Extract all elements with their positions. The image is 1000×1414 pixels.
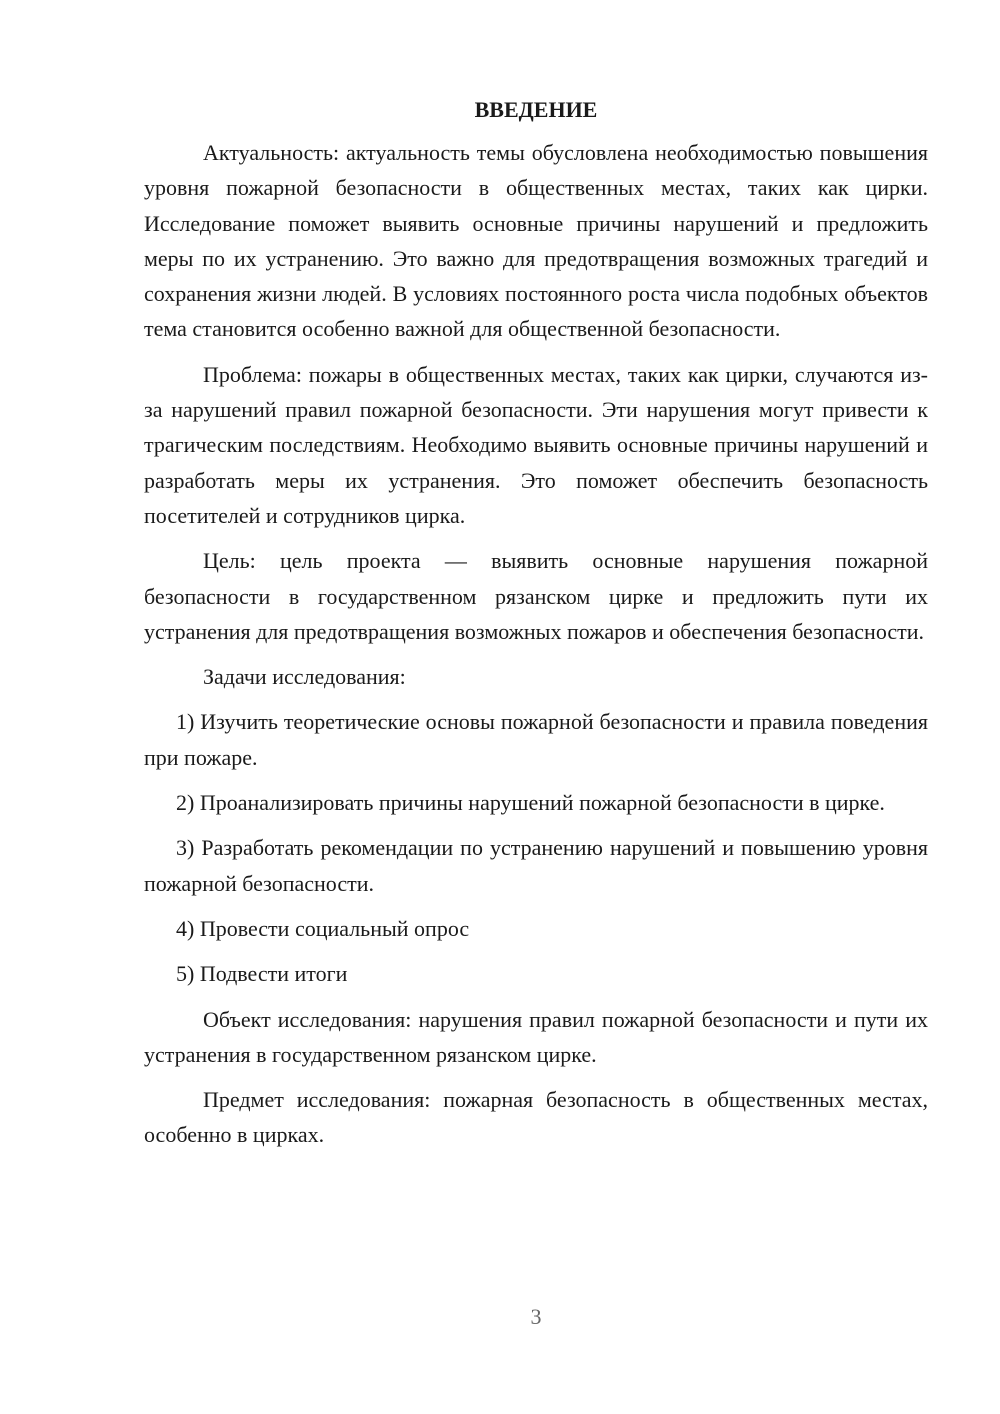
task-item: 3) Разработать рекомендации по устранению нарушений и повышению уровня пожарной безопасности. <box>144 835 928 896</box>
page-number: 3 <box>530 1304 542 1329</box>
tasks-title: Задачи исследования: <box>203 664 406 690</box>
problem-paragraph: Проблема: пожары в общественных местах, таких как цирки, случаются из-за нарушений правил пожарной безопасности. Эти нарушения могут привести к трагическим последствиям. Необходимо выявить основные причины нарушений и разработать меры их устранения. Это поможет обеспечить безопасность посетителей и сотрудников цирка. <box>144 361 928 528</box>
task-item: 2) Проанализировать причины нарушений пожарной безопасности в цирке. <box>176 790 885 816</box>
object-paragraph: Объект исследования: нарушения правил пожарной безопасности и пути их устранения в государственном рязанском цирке. <box>144 1006 928 1067</box>
relevance-paragraph: Актуальность: актуальность темы обусловлена необходимостью повышения уровня пожарной безопасности в общественных местах, таких как цирки. Исследование поможет выявить основные причины нарушений и предложить меры по их устранению. Это важно для предотвращения возможных трагедий и сохранения жизни людей. В условиях постоянного роста числа подобных объектов тема становится особенно важной для общественной безопасности. <box>144 140 928 342</box>
task-item: 1) Изучить теоретические основы пожарной безопасности и правила поведения при пожаре. <box>144 709 928 770</box>
task-item: 4) Провести социальный опрос <box>176 915 470 941</box>
goal-paragraph: Цель: цель проекта — выявить основные нарушения пожарной безопасности в государственном рязанском цирке и предложить пути их устранения для предотвращения возможных пожаров и обеспечения безопасности. <box>144 548 928 644</box>
page-content <box>144 92 928 1163</box>
subject-paragraph: Предмет исследования: пожарная безопасность в общественных местах, особенно в цирках. <box>144 1087 928 1148</box>
task-item: 5) Подвести итоги <box>176 961 348 987</box>
section-heading: ВВЕДЕНИЕ <box>474 97 598 122</box>
